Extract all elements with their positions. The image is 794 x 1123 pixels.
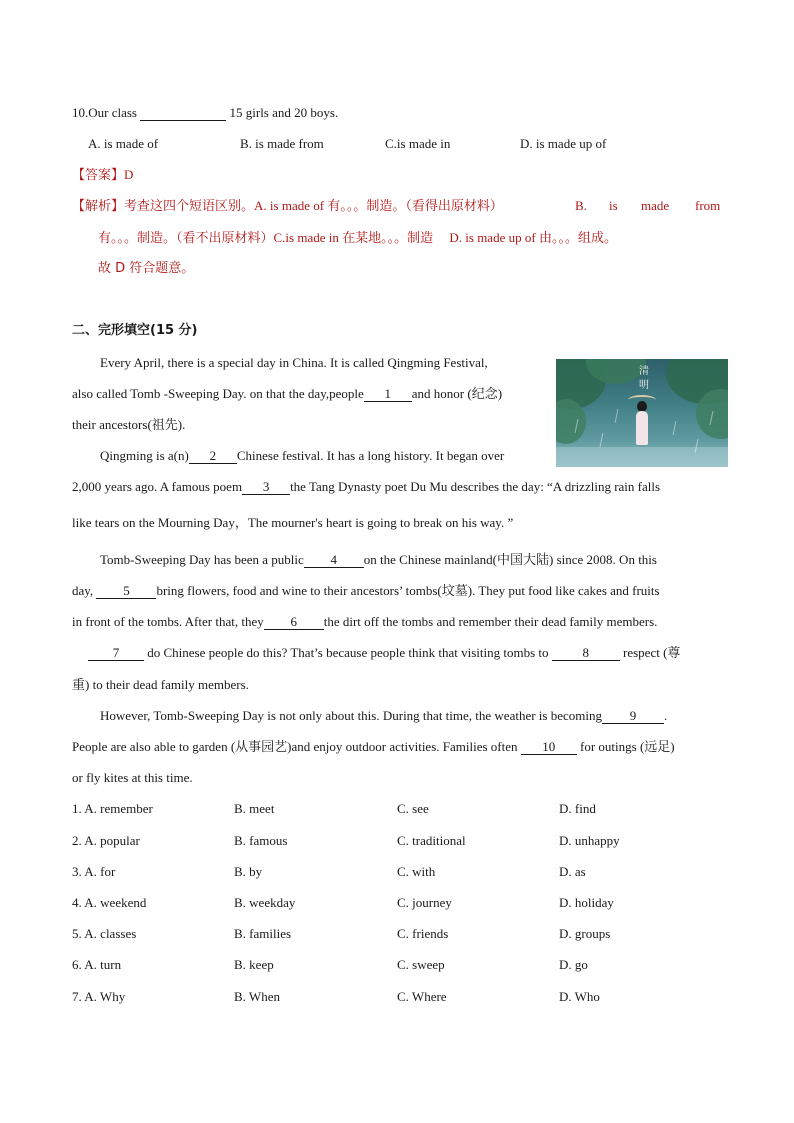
passage-line-13 xyxy=(72,739,675,755)
passage-line-3: their ancestors(祖先). xyxy=(72,417,186,432)
passage-line-7-pre: Tomb-Sweeping Day has been a public xyxy=(100,552,304,567)
passage-line-7 xyxy=(100,552,657,568)
passage-line-8-pre: day, xyxy=(72,583,94,598)
choice-1-c: C. see xyxy=(397,801,429,816)
passage-line-12-post: . xyxy=(664,708,668,723)
blank-9: 9 xyxy=(602,709,664,724)
passage-line-10-post: respect (尊 xyxy=(623,645,681,660)
choice-1-d: D. find xyxy=(559,801,596,816)
passage-line-2 xyxy=(72,386,502,402)
question-10-option-c: C.is made in xyxy=(385,136,451,151)
choice-2-c: C. traditional xyxy=(397,833,466,848)
question-10-stem xyxy=(72,105,338,121)
passage-line-8-post: bring flowers, food and wine to their ancestors’ tombs(坟墓). They put food like cakes and fruits xyxy=(156,583,660,598)
choice-3-d: D. as xyxy=(559,864,586,879)
analysis-option-b-word-4: from xyxy=(695,198,721,213)
choice-3-c: C. with xyxy=(397,864,436,879)
passage-line-9-post: the dirt off the tombs and remember their dead family members. xyxy=(323,614,658,629)
passage-line-11: 重) to their dead family members. xyxy=(72,677,249,692)
choice-6-b: B. keep xyxy=(234,957,274,972)
question-10-stem-post: 15 girls and 20 boys. xyxy=(226,105,339,120)
blank-3: 3 xyxy=(242,480,290,495)
question-10-option-a: A. is made of xyxy=(88,136,159,151)
question-10-option-d: D. is made up of xyxy=(520,136,607,151)
choice-4-d: D. holiday xyxy=(559,895,614,910)
analysis-option-b-word-1: B. xyxy=(575,198,587,213)
passage-line-8 xyxy=(72,583,660,599)
answer-value: D xyxy=(124,167,134,182)
passage-line-1: Every April, there is a special day in China. It is called Qingming Festival, xyxy=(100,355,488,370)
choice-7-b: B. When xyxy=(234,989,280,1004)
choice-5-d: D. groups xyxy=(559,926,611,941)
passage-line-5-post: the Tang Dynasty poet Du Mu describes the day: “A drizzling rain falls xyxy=(290,479,661,494)
analysis-line-3: 故 D 符合题意。 xyxy=(98,261,195,276)
question-10-option-b: B. is made from xyxy=(240,136,324,151)
analysis-option-b-meaning: 有。。。制造。（看不出原材料） xyxy=(98,231,274,246)
answer-label: 【答案】 xyxy=(72,168,125,183)
passage-line-13-pre: People are also able to garden (从事园艺)and enjoy outdoor activities. Families often xyxy=(72,739,518,754)
passage-line-7-post: on the Chinese mainland(中国大陆) since 2008. On this xyxy=(363,552,657,567)
choice-2-b: B. famous xyxy=(234,833,288,848)
blank-4: 4 xyxy=(304,553,364,568)
passage-line-9-pre: in front of the tombs. After that, they xyxy=(72,614,264,629)
choice-6-c: C. sweep xyxy=(397,957,445,972)
choice-7-c: C. Where xyxy=(397,989,447,1004)
passage-line-12-pre: However, Tomb-Sweeping Day is not only about this. During that time, the weather is becoming xyxy=(100,708,602,723)
passage-line-10-mid: do Chinese people do this? That’s because people think that visiting tombs to xyxy=(147,645,549,660)
analysis-option-c: C.is made in xyxy=(273,230,339,245)
passage-line-2-pre: also called Tomb -Sweeping Day. on that the day,people xyxy=(72,386,364,401)
passage-line-4-pre: Qingming is a(n) xyxy=(100,448,189,463)
choice-2-d: D. unhappy xyxy=(559,833,620,848)
analysis-option-c-meaning: 在某地。。。制造 xyxy=(342,231,434,246)
analysis-line-2 xyxy=(98,230,617,247)
analysis-option-a: A. is made of xyxy=(254,198,325,213)
question-10-stem-pre: 10.Our class xyxy=(72,105,141,120)
blank-10: 10 xyxy=(521,740,577,755)
choice-6-d: D. go xyxy=(559,957,588,972)
analysis-label: 【解析】 xyxy=(72,199,125,214)
choice-7-d: D. Who xyxy=(559,989,600,1004)
analysis-option-d: D. is made up of xyxy=(449,230,536,245)
passage-line-14: or fly kites at this time. xyxy=(72,770,193,785)
choice-5-c: C. friends xyxy=(397,926,449,941)
picture-sign-text: 清明 xyxy=(639,366,649,391)
passage-line-10 xyxy=(88,645,680,661)
choice-6-a: 6. A. turn xyxy=(72,957,122,972)
choice-4-a: 4. A. weekend xyxy=(72,895,147,910)
blank-7: 7 xyxy=(88,646,144,661)
blank-8: 8 xyxy=(552,646,620,661)
passage-line-13-post: for outings (远足) xyxy=(580,739,675,754)
analysis-intro: 考查这四个短语区别。 xyxy=(124,199,255,214)
analysis-line-1 xyxy=(72,198,724,215)
choice-3-a: 3. A. for xyxy=(72,864,116,879)
answer-line xyxy=(72,167,133,184)
blank-2: 2 xyxy=(189,449,237,464)
question-10-blank xyxy=(140,106,226,121)
choice-7-a: 7. A. Why xyxy=(72,989,126,1004)
choice-2-a: 2. A. popular xyxy=(72,833,140,848)
passage-line-2-post: and honor (纪念) xyxy=(411,386,503,401)
passage-line-12 xyxy=(100,708,667,724)
passage-line-5 xyxy=(72,479,660,495)
choice-5-a: 5. A. classes xyxy=(72,926,137,941)
choice-5-b: B. families xyxy=(234,926,292,941)
choice-3-b: B. by xyxy=(234,864,263,879)
passage-line-9 xyxy=(72,614,657,630)
blank-1: 1 xyxy=(364,387,412,402)
passage-line-4 xyxy=(100,448,504,464)
section-2-heading: 二、完形填空(15 分) xyxy=(72,323,198,338)
figure-body xyxy=(636,411,648,445)
choice-4-b: B. weekday xyxy=(234,895,296,910)
choice-4-c: C. journey xyxy=(397,895,452,910)
passage-line-4-post: Chinese festival. It has a long history. It began over xyxy=(236,448,505,463)
passage-line-5-pre: 2,000 years ago. A famous poem xyxy=(72,479,243,494)
passage-line-6: like tears on the Mourning Day，The mourner's heart is going to break on his way. ” xyxy=(72,515,514,530)
analysis-option-d-meaning: 由。。。组成。 xyxy=(538,231,617,246)
blank-6: 6 xyxy=(264,615,324,630)
choice-1-a: 1. A. remember xyxy=(72,801,153,816)
analysis-option-b-word-3: made xyxy=(641,198,670,213)
blank-5: 5 xyxy=(96,584,156,599)
analysis-option-a-meaning: 有。。。制造。（看得出原材料） xyxy=(327,199,503,214)
analysis-option-b-word-2: is xyxy=(609,198,618,213)
qingming-illustration xyxy=(556,359,728,467)
choice-1-b: B. meet xyxy=(234,801,275,816)
